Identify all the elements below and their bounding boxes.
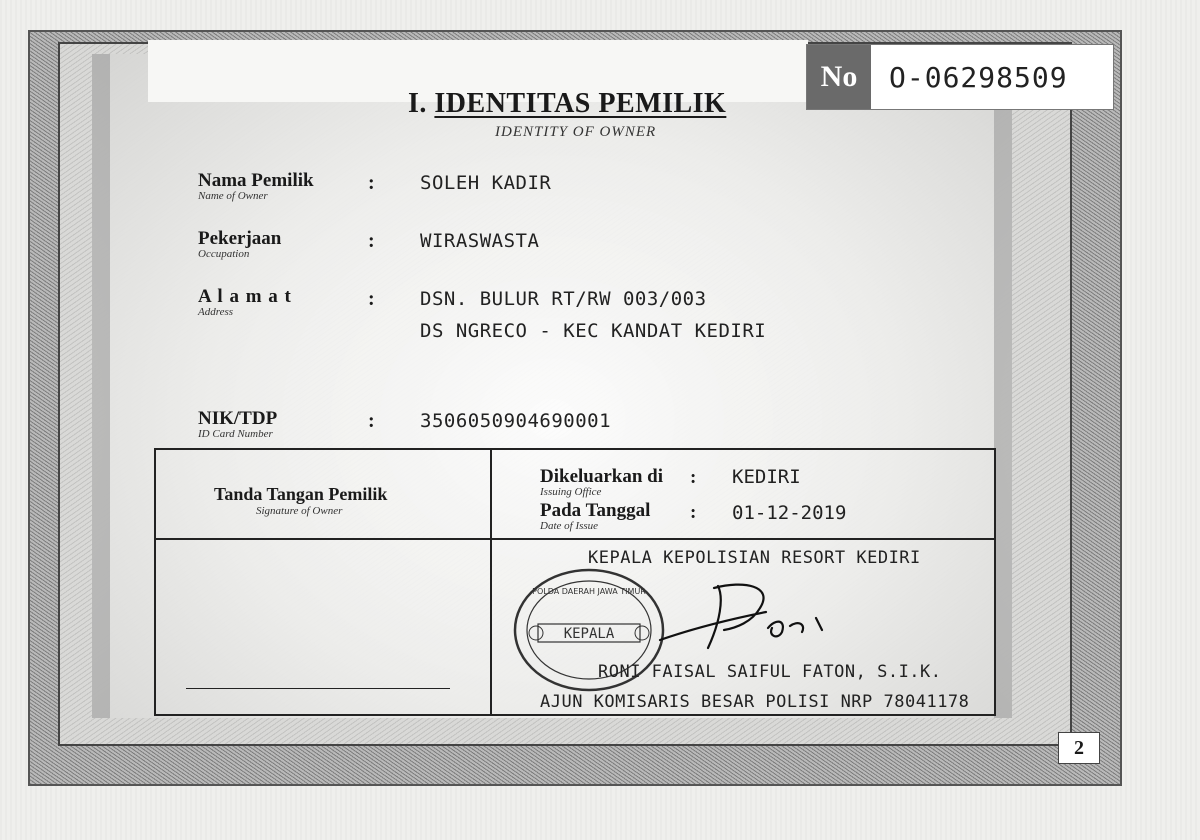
document-number-label: No — [807, 45, 871, 109]
address-sublabel: Address — [198, 306, 234, 318]
nik-label: NIK/TDP — [198, 408, 278, 429]
nik-sublabel: ID Card Number — [198, 428, 273, 440]
table-divider-vertical — [490, 448, 492, 716]
stamp-center-text: KEPALA — [563, 626, 615, 642]
address-value-line2: DS NGRECO - KEC KANDAT KEDIRI — [420, 320, 767, 342]
issue-date-value: 01-12-2019 — [732, 502, 847, 524]
name-colon: : — [368, 172, 375, 194]
official-signature — [640, 578, 860, 658]
issue-date-colon: : — [690, 502, 697, 523]
stamp-top-text: POLDA DAERAH JAWA TIMUR — [532, 587, 646, 596]
issued-at-colon: : — [690, 467, 697, 488]
nik-colon: : — [368, 410, 375, 432]
owner-signature-label: Tanda Tangan Pemilik — [214, 484, 388, 504]
official-rank: AJUN KOMISARIS BESAR POLISI NRP 78041178 — [540, 692, 970, 712]
occupation-sublabel: Occupation — [198, 248, 250, 260]
issue-date-label: Pada Tanggal — [540, 500, 651, 521]
issue-date-sublabel: Date of Issue — [540, 520, 599, 532]
nik-value: 3506050904690001 — [420, 410, 612, 432]
page-number: 2 — [1058, 732, 1100, 764]
address-value-line1: DSN. BULUR RT/RW 003/003 — [420, 288, 707, 310]
official-name: RONI FAISAL SAIFUL FATON, S.I.K. — [598, 662, 942, 682]
signature-text: Roni — [640, 578, 642, 579]
issued-at-label: Dikeluarkan di — [540, 466, 664, 487]
official-title: KEPALA KEPOLISIAN RESORT KEDIRI — [588, 548, 921, 568]
occupation-value: WIRASWASTA — [420, 230, 540, 252]
document-number-box — [806, 44, 1114, 110]
name-sublabel: Name of Owner — [198, 190, 268, 202]
issued-at-sublabel: Issuing Office — [540, 486, 602, 498]
name-value: SOLEH KADIR — [420, 172, 552, 194]
occupation-label: Pekerjaan — [198, 228, 282, 249]
name-label: Nama Pemilik — [198, 170, 314, 191]
occupation-colon: : — [368, 230, 375, 252]
owner-signature-sublabel: Signature of Owner — [256, 505, 343, 517]
address-label: A l a m a t — [198, 286, 292, 307]
page-title — [408, 88, 726, 120]
table-divider-horizontal — [154, 538, 996, 540]
owner-signature-line — [186, 688, 450, 689]
page-subtitle: IDENTITY OF OWNER — [495, 124, 657, 140]
title-prefix: I. — [408, 88, 427, 119]
document-number-value: O-06298509 — [889, 60, 1068, 94]
address-colon: : — [368, 288, 375, 310]
title-text: IDENTITAS PEMILIK — [434, 88, 727, 119]
issued-at-value: KEDIRI — [732, 466, 801, 488]
